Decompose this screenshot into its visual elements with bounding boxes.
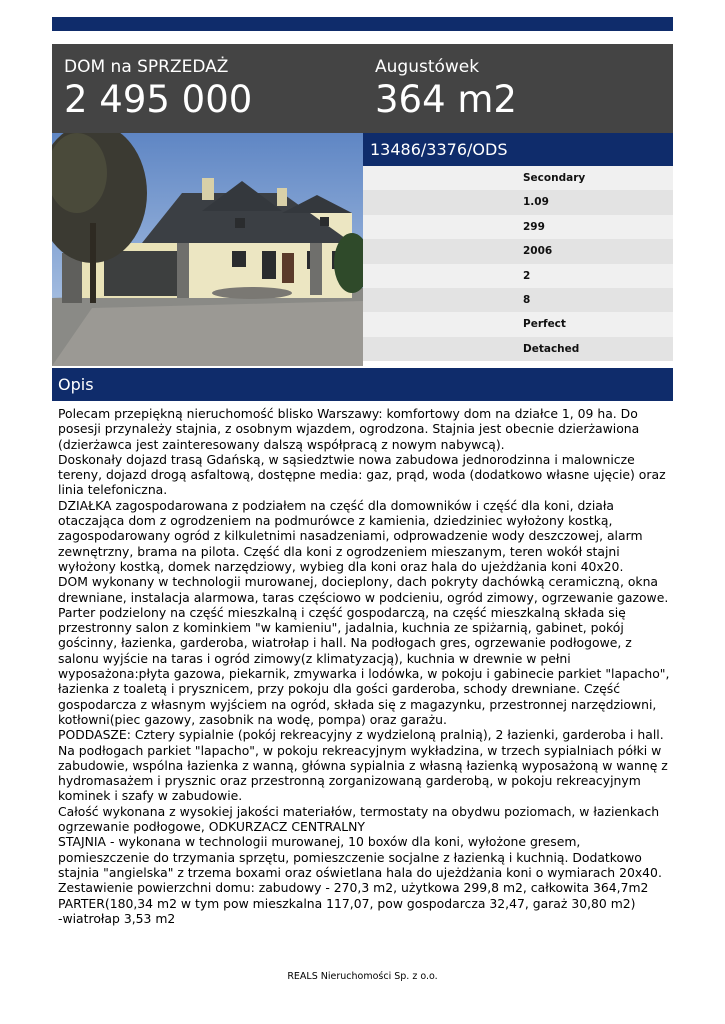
description-paragraph: STAJNIA - wykonana w technologii murowanej, 10 boxów dla koni, wyłożone gresem, pomieszczenie do trzymania sprzętu, pomieszczenie socjalne z łazienką i kuchnią. Dodatkowo stajnia "angielska" z trzema boxami oraz oświetlana hala do ujeżdżania koni o wymiarach 20x40. [58,834,662,880]
detail-row-market: Secondary [363,166,673,190]
detail-row-rooms: 8 [363,288,673,312]
description-paragraph: Całość wykonana z wysokiej jakości materiałów, termostaty na obydwu poziomach, w łazienkach ogrzewanie podłogowe, ODKURZACZ CENTRALNY [58,803,660,835]
description-paragraph: PODDASZE: Cztery sypialnie (pokój rekreacyjny z wydzieloną pralnią), 2 łazienki, garderoba i hall. Na podłogach parkiet "lapacho", w pokoju rekreacyjnym wykładzina, w trzech sypialniach półki w zabudowie, wspólna łazienka z wanną, główna sypialnia z własną łazienką wyposażoną w wannę z hydromasażem i prysznic oraz przestronną zorganizowaną garderobą, w pokoju rekreacyjnym kominek i szafy w zabudowie. [58,727,668,804]
description-paragraph: -wiatrołap 3,53 m2 [58,910,176,926]
details-table [363,166,673,361]
house-photo [52,133,363,366]
description-paragraph: Parter podzielony na część mieszkalną i część gospodarczą, na część mieszkalną składa się przestronny salon z kominkiem "w kamieniu", jadalnia, kuchnia ze spiżarnią, gabinet, pokój gościnny, łazienka, garderoba, wiatrołap i hall. Na podłogach gres, ogrzewanie podłogowe, z salonu wyjście na taras i ogród zimowy(z klimatyzacją), kuchnia w drewnie w pełni wyposażona:płyta gazowa, piekarnik, zmywarka i lodówka, w pokoju i gabinecie parkiet "lapacho", łazienka z toaletą i prysznicem, przy pokoju dla gości garderoba, schody drewniane. Część gospodarcza z własnym wyjściem na ogród, składa się z magazynku, przestronnej narzędziowni, kotłowni(piec gazowy, zasobnik na wodę, pompa) oraz garażu. [58,604,670,727]
listing-header [52,44,673,133]
detail-row-plot: 1.09 [363,190,673,214]
header-left [64,56,252,122]
top-accent-bar [52,17,673,31]
description-paragraph: PARTER(180,34 m2 w tym pow mieszkalna 117,07, pow gospodarcza 32,47, garaż 30,80 m2) [58,895,636,911]
detail-row-usable-area: 299 [363,215,673,239]
header-right [375,56,517,122]
listing-price: 2 495 000 [64,78,253,121]
description-paragraph: DZIAŁKA zagospodarowana z podziałem na część dla domowników i część dla koni, działa otaczająca dom z ogrodzeniem na podmurówce z kamienia, dziedziniec wyłożony kostką, zagospodarowany ogród z kilkuletnimi nasadzeniami, odprowadzenie wody deszczowej, alarm zewnętrzny, brama na pilota. Część dla koni z ogrodzeniem mieszanym, teren wokół stajni wyłożony kostką, domek narzędziowy, wybieg dla koni oraz hala do ujeżdżania koni 40x20. [58,497,643,574]
listing-location: Augustówek [375,57,480,77]
detail-row-building-type: Detached [363,337,673,361]
description-paragraph: Doskonały dojazd trasą Gdańską, w sąsiedztwie nowa zabudowa jednorodzinna i malownicze tereny, dojazd drogą asfaltową, dostępne media: gaz, prąd, woda (dodatkowo własne ujęcie) oraz linia telefoniczna. [58,451,666,498]
description-paragraph: DOM wykonany w technologii murowanej, docieplony, dach pokryty dachówką ceramiczną, okna drewniane, instalacja alarmowa, taras częściowo w podcieniu, ogród zimowy, ogrzewanie gazowe. [58,574,669,605]
listing-area: 364 m2 [375,78,517,121]
footer-company: REALS Nieruchomości Sp. z o.o. [287,971,438,982]
reference-number: 13486/3376/ODS [363,133,673,166]
detail-row-condition: Perfect [363,312,673,336]
description-paragraph: Zestawienie powierzchni domu: zabudowy - 270,3 m2, użytkowa 299,8 m2, całkowita 364,7m2 [58,880,649,896]
detail-row-year: 2006 [363,239,673,263]
listing-type: DOM na SPRZEDAŻ [64,57,229,77]
description-heading: Opis [52,368,673,401]
description-paragraph: Polecam przepiękną nieruchomość blisko Warszawy: komfortowy dom na działce 1, 09 ha. Do posesji przynależy stajnia, z osobnym wjazdem, ogrodzona. Stajnia jest obecnie dzierżawiona (dzierżawca jest zainteresowany dalszą współpracą z nowym nabywcą). [58,406,640,452]
description-text [58,406,670,926]
detail-row-floors: 2 [363,264,673,288]
